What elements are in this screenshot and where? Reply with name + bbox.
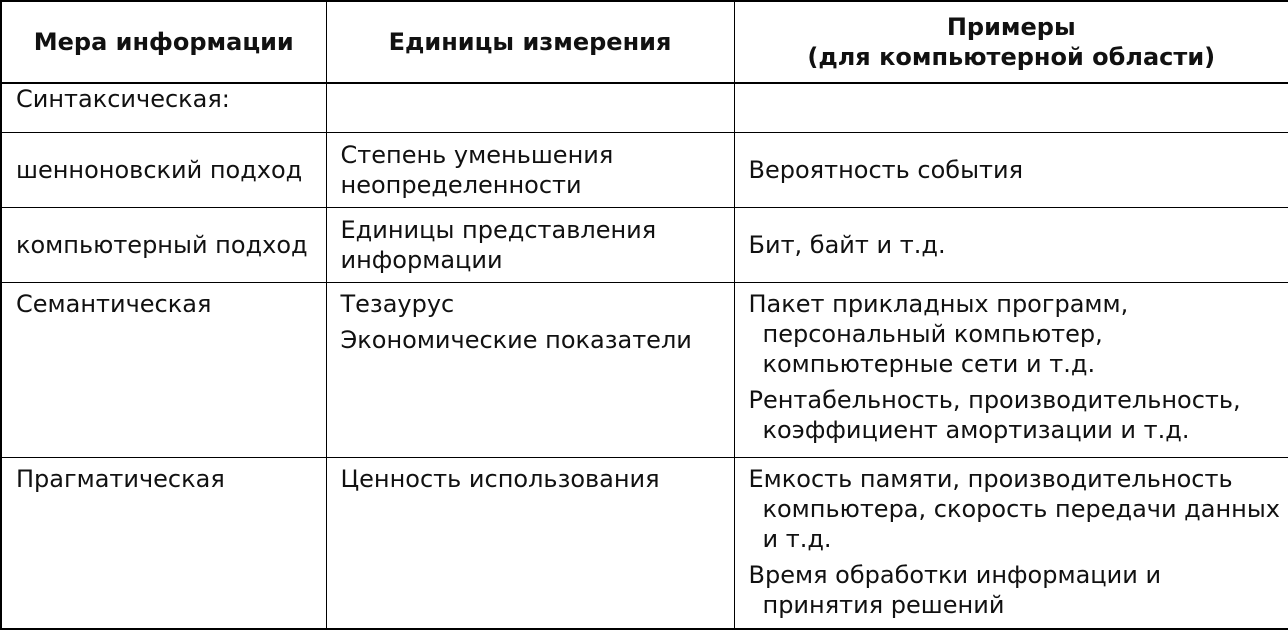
example-item: Рентабельность, производительность, коэффициент амортизации и т.д. xyxy=(748,386,1241,444)
header-measure: Мера информации xyxy=(1,1,326,83)
header-examples xyxy=(734,1,1288,83)
example-item: Пакет прикладных программ, персональный компьютер, компьютерные сети и т.д. xyxy=(748,290,1129,378)
cell-units-pragmatic: Ценность использования xyxy=(326,458,734,630)
example-item: Время обработки информации и принятия решений xyxy=(748,561,1162,619)
table-row-semantic xyxy=(1,283,1288,458)
cell-examples-shannon: Вероятность события xyxy=(734,133,1288,208)
table-row-computer xyxy=(1,208,1288,283)
header-row xyxy=(1,1,1288,83)
cell-measure-computer: компьютерный подход xyxy=(1,208,326,283)
header-examples-title: Примеры xyxy=(946,13,1076,41)
cell-units-semantic xyxy=(326,283,734,458)
cell-units-syntactic xyxy=(326,83,734,133)
cell-measure-syntactic: Синтаксическая: xyxy=(1,83,326,133)
header-examples-subtitle: (для компьютерной области) xyxy=(807,43,1216,71)
example-item: Емкость памяти, производительность компьютера, скорость передачи данных и т.д. xyxy=(748,465,1281,553)
cell-units-computer: Единицы представления информации xyxy=(326,208,734,283)
cell-examples-semantic xyxy=(734,283,1288,458)
cell-measure-shannon: шенноновский подход xyxy=(1,133,326,208)
cell-measure-pragmatic: Прагматическая xyxy=(1,458,326,630)
cell-measure-semantic: Семантическая xyxy=(1,283,326,458)
unit-item: Экономические показатели xyxy=(340,326,692,354)
cell-examples-syntactic xyxy=(734,83,1288,133)
table-row-syntactic xyxy=(1,83,1288,133)
table-row-pragmatic xyxy=(1,458,1288,630)
table-row-shannon xyxy=(1,133,1288,208)
cell-units-shannon: Степень уменьшения неопределенности xyxy=(326,133,734,208)
cell-examples-computer: Бит, байт и т.д. xyxy=(734,208,1288,283)
header-units: Единицы измерения xyxy=(326,1,734,83)
unit-item: Тезаурус xyxy=(340,290,455,318)
cell-examples-pragmatic xyxy=(734,458,1288,630)
